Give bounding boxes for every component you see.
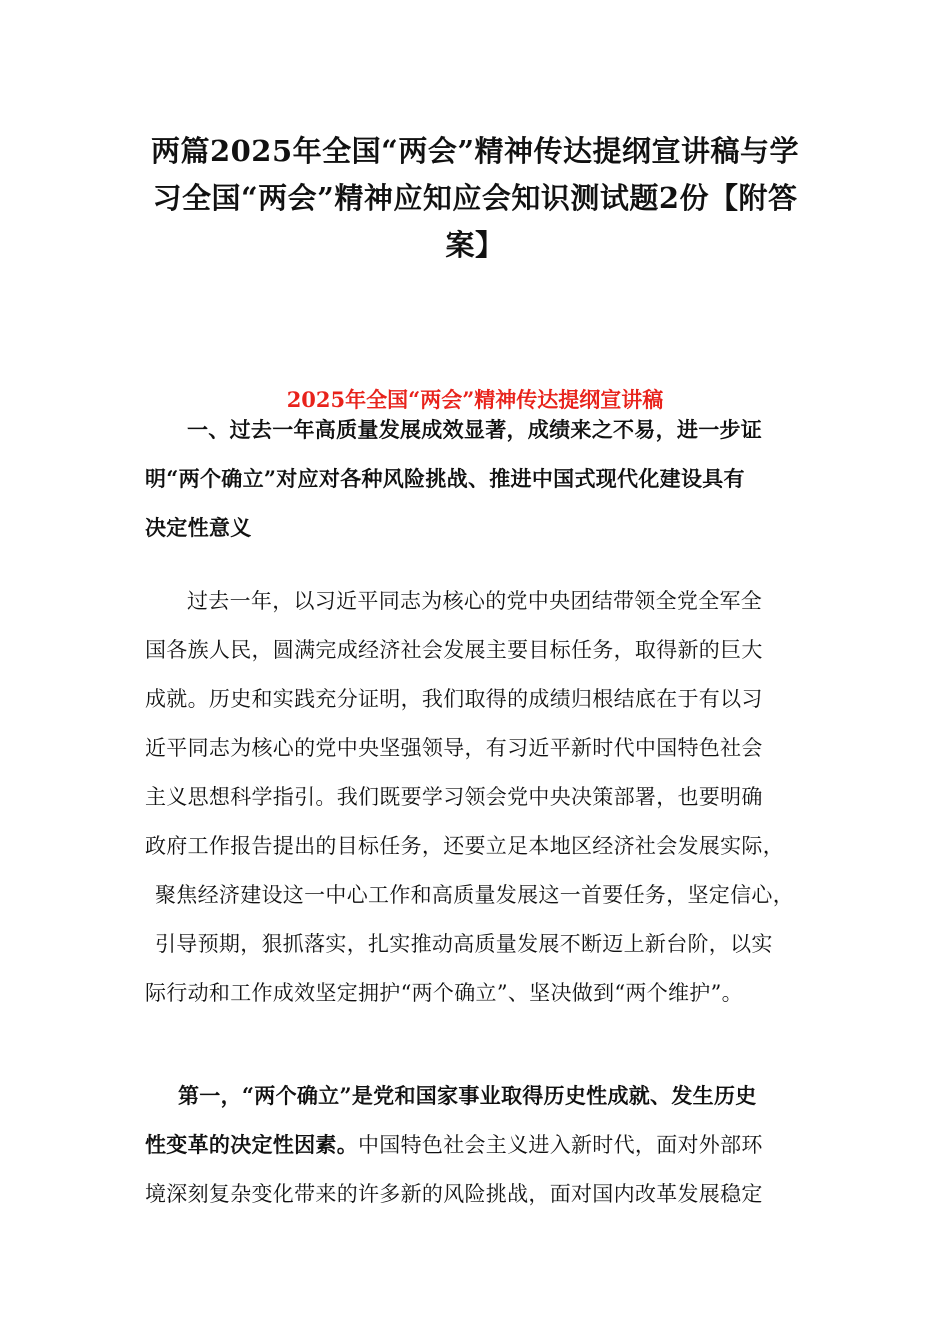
body-line: 主义思想科学指引。我们既要学习领会党中央决策部署，也要明确 — [145, 785, 763, 809]
document-title — [140, 128, 810, 269]
body-line: 国各族人民，圆满完成经济社会发展主要目标任务，取得新的巨大 — [145, 638, 763, 662]
title-line-2: 习全国“两会”精神应知应会知识测试题2份【附答 — [152, 181, 798, 215]
para2-line-2-bold: 性变革的决定性因素。 — [145, 1132, 358, 1157]
body-line: 政府工作报告提出的目标任务，还要立足本地区经济社会发展实际， — [145, 834, 784, 858]
body-line: 聚焦经济建设这一中心工作和高质量发展这一首要任务，坚定信心， — [155, 883, 794, 907]
heading-line-1: 一、过去一年高质量发展成效显著，成绩来之不易，进一步证 — [187, 417, 763, 442]
body-line: 近平同志为核心的党中央坚强领导，有习近平新时代中国特色社会 — [145, 736, 763, 760]
second-paragraph — [145, 1071, 825, 1219]
heading-line-2: 明“两个确立”对应对各种风险挑战、推进中国式现代化建设具有 — [145, 466, 745, 491]
para2-line-1: 第一，“两个确立”是党和国家事业取得历史性成就、发生历史 — [178, 1083, 757, 1108]
para2-line-3: 境深刻复杂变化带来的许多新的风险挑战，面对国内改革发展稳定 — [145, 1182, 763, 1206]
section-heading — [145, 405, 815, 552]
body-line: 成就。历史和实践充分证明，我们取得的成绩归根结底在于有以习 — [145, 687, 763, 711]
title-line-3: 案】 — [445, 228, 505, 262]
body-line: 过去一年，以习近平同志为核心的党中央团结带领全党全军全 — [187, 589, 763, 613]
body-paragraph — [145, 577, 825, 1018]
body-line: 际行动和工作成效坚定拥护“两个确立”、坚决做到“两个维护”。 — [145, 981, 743, 1005]
title-line-1: 两篇2025年全国“两会”精神传达提纲宣讲稿与学 — [150, 134, 800, 168]
section-title: 2025年全国“两会”精神传达提纲宣讲稿 — [286, 387, 664, 412]
para2-line-2 — [145, 1120, 825, 1170]
body-line: 引导预期，狠抓落实，扎实推动高质量发展不断迈上新台阶，以实 — [155, 932, 773, 956]
para2-line-2-rest: 中国特色社会主义进入新时代，面对外部环 — [358, 1133, 763, 1157]
heading-line-3: 决定性意义 — [145, 515, 252, 540]
